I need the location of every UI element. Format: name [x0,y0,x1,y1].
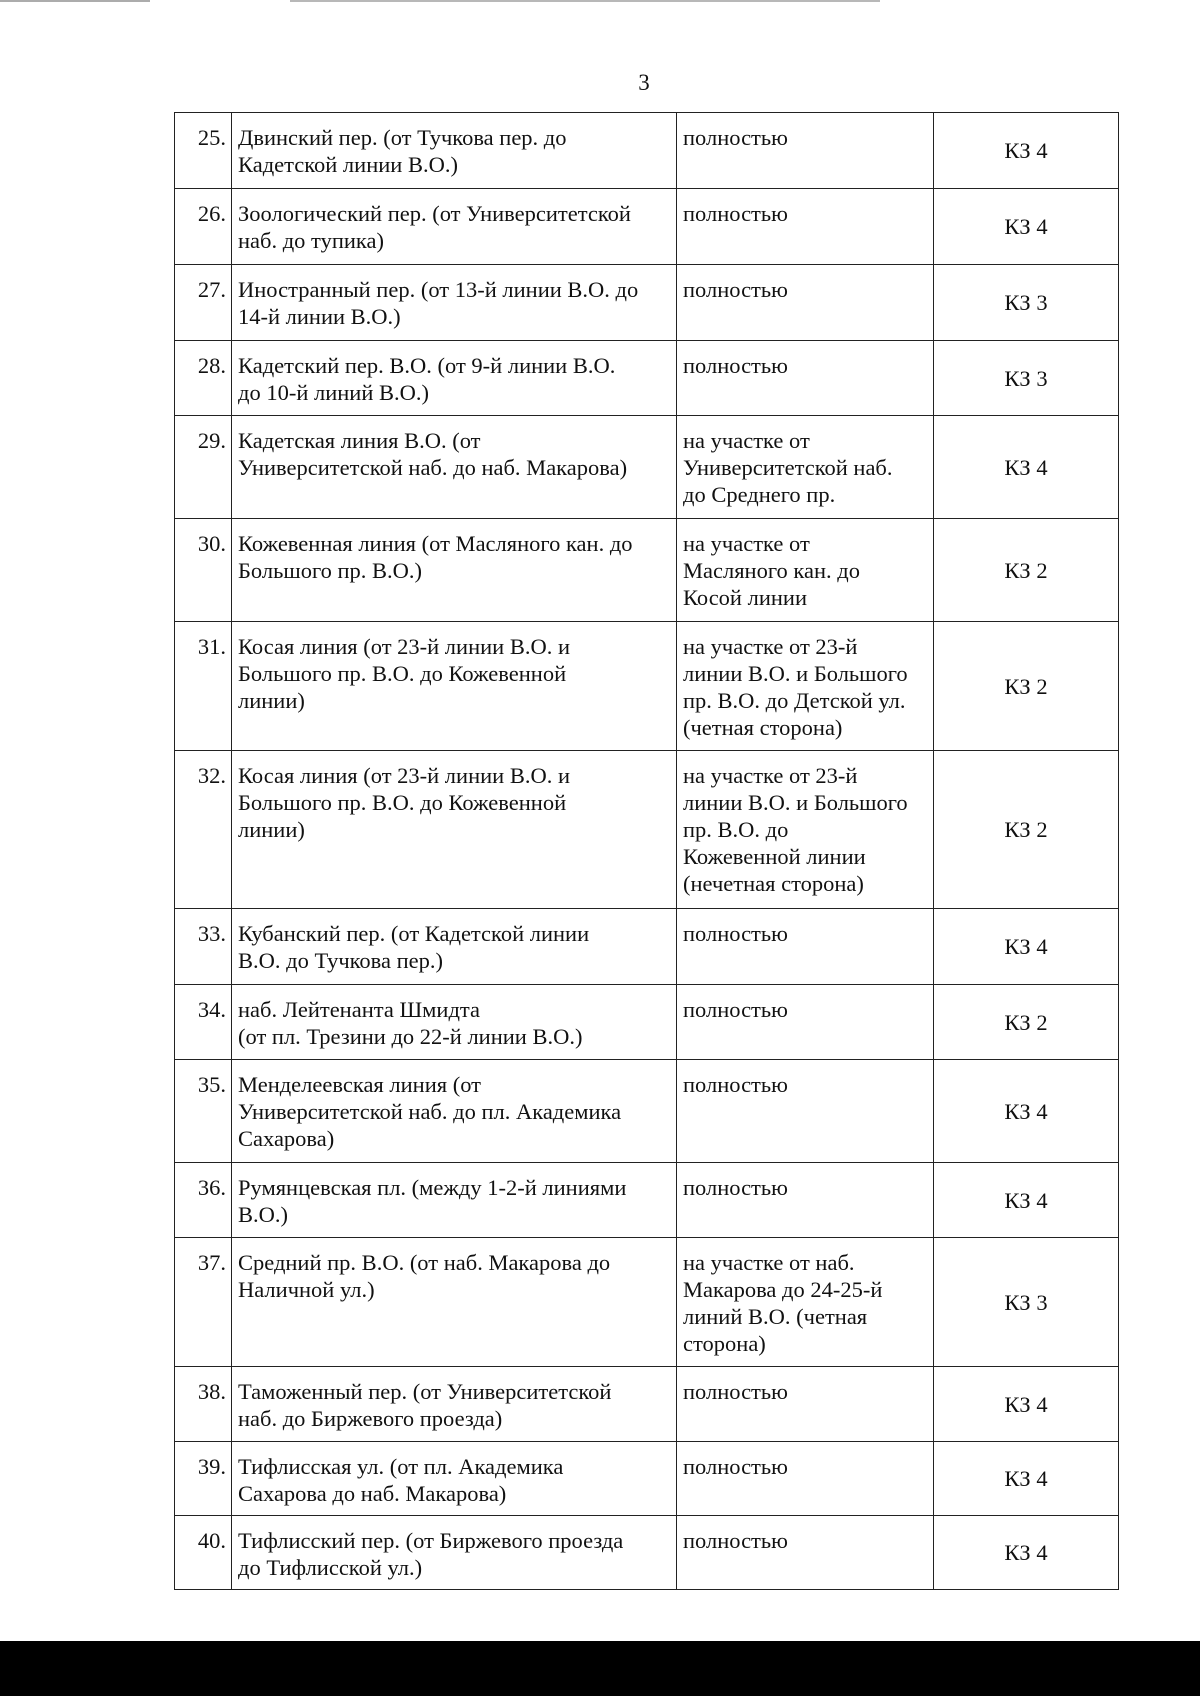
street-name-cell: Косая линия (от 23-й линии В.О. и Большого пр. В.О. до Кожевенной линии) [232,751,677,909]
streets-table [174,112,1119,1590]
class-cell: КЗ 4 [934,1516,1119,1590]
class-cell: КЗ 4 [934,113,1119,189]
table-row [175,1442,1119,1516]
table-row [175,341,1119,416]
section-cell: полностью [677,985,934,1060]
street-name-cell: Таможенный пер. (от Университетской наб. до Биржевого проезда) [232,1367,677,1442]
class-cell: КЗ 4 [934,909,1119,985]
table-row [175,1516,1119,1590]
table-row [175,985,1119,1060]
class-cell: КЗ 2 [934,985,1119,1060]
section-cell: на участке от наб. Макарова до 24-25-й линий В.О. (четная сторона) [677,1238,934,1367]
row-number: 37. [175,1238,232,1367]
street-name-cell: Кадетская линия В.О. (от Университетской наб. до наб. Макарова) [232,416,677,519]
row-number: 35. [175,1060,232,1163]
row-number: 30. [175,519,232,622]
street-name-cell: Тифлисская ул. (от пл. Академика Сахарова до наб. Макарова) [232,1442,677,1516]
section-cell: полностью [677,1367,934,1442]
class-cell: КЗ 2 [934,519,1119,622]
street-name-cell: Двинский пер. (от Тучкова пер. до Кадетской линии В.О.) [232,113,677,189]
street-name-cell: Зоологический пер. (от Университетской наб. до тупика) [232,189,677,265]
street-name-cell: Кадетский пер. В.О. (от 9-й линии В.О. до 10-й линий В.О.) [232,341,677,416]
street-name-cell: Тифлисский пер. (от Биржевого проезда до Тифлисской ул.) [232,1516,677,1590]
table-row [175,113,1119,189]
row-number: 39. [175,1442,232,1516]
street-name-cell: Косая линия (от 23-й линии В.О. и Большого пр. В.О. до Кожевенной линии) [232,622,677,751]
class-cell: КЗ 3 [934,265,1119,341]
section-cell: на участке от Масляного кан. до Косой линии [677,519,934,622]
street-name-cell: Кожевенная линия (от Масляного кан. до Большого пр. В.О.) [232,519,677,622]
section-cell: полностью [677,113,934,189]
table-row [175,1163,1119,1238]
table-body [175,113,1119,1590]
class-cell: КЗ 4 [934,189,1119,265]
row-number: 33. [175,909,232,985]
class-cell: КЗ 3 [934,1238,1119,1367]
row-number: 29. [175,416,232,519]
row-number: 38. [175,1367,232,1442]
table-row [175,519,1119,622]
street-name-cell: Менделеевская линия (от Университетской наб. до пл. Академика Сахарова) [232,1060,677,1163]
table-row [175,1238,1119,1367]
scan-edge-artifact [0,0,1200,2]
street-name-cell: Иностранный пер. (от 13-й линии В.О. до 14-й линии В.О.) [232,265,677,341]
row-number: 25. [175,113,232,189]
row-number: 32. [175,751,232,909]
table-row [175,909,1119,985]
table-row [175,1367,1119,1442]
section-cell: полностью [677,1516,934,1590]
row-number: 27. [175,265,232,341]
table-row [175,751,1119,909]
section-cell: полностью [677,189,934,265]
section-cell: на участке от 23-й линии В.О. и Большого пр. В.О. до Кожевенной линии (нечетная сторона) [677,751,934,909]
class-cell: КЗ 3 [934,341,1119,416]
table-row [175,189,1119,265]
section-cell: на участке от 23-й линии В.О. и Большого пр. В.О. до Детской ул. (четная сторона) [677,622,934,751]
table-row [175,622,1119,751]
street-name-cell: Румянцевская пл. (между 1-2-й линиями В.О.) [232,1163,677,1238]
row-number: 36. [175,1163,232,1238]
table-row [175,265,1119,341]
class-cell: КЗ 4 [934,1060,1119,1163]
class-cell: КЗ 4 [934,1163,1119,1238]
street-name-cell: наб. Лейтенанта Шмидта (от пл. Трезини до 22-й линии В.О.) [232,985,677,1060]
row-number: 31. [175,622,232,751]
street-name-cell: Кубанский пер. (от Кадетской линии В.О. до Тучкова пер.) [232,909,677,985]
street-name-cell: Средний пр. В.О. (от наб. Макарова до Наличной ул.) [232,1238,677,1367]
class-cell: КЗ 4 [934,1442,1119,1516]
class-cell: КЗ 4 [934,416,1119,519]
row-number: 34. [175,985,232,1060]
page-number: 3 [638,70,650,95]
row-number: 28. [175,341,232,416]
section-cell: полностью [677,341,934,416]
table-row [175,1060,1119,1163]
section-cell: на участке от Университетской наб. до Среднего пр. [677,416,934,519]
table-row [175,416,1119,519]
scan-bottom-border [0,1641,1200,1696]
section-cell: полностью [677,909,934,985]
section-cell: полностью [677,265,934,341]
class-cell: КЗ 2 [934,751,1119,909]
section-cell: полностью [677,1442,934,1516]
section-cell: полностью [677,1163,934,1238]
section-cell: полностью [677,1060,934,1163]
class-cell: КЗ 4 [934,1367,1119,1442]
row-number: 26. [175,189,232,265]
class-cell: КЗ 2 [934,622,1119,751]
row-number: 40. [175,1516,232,1590]
